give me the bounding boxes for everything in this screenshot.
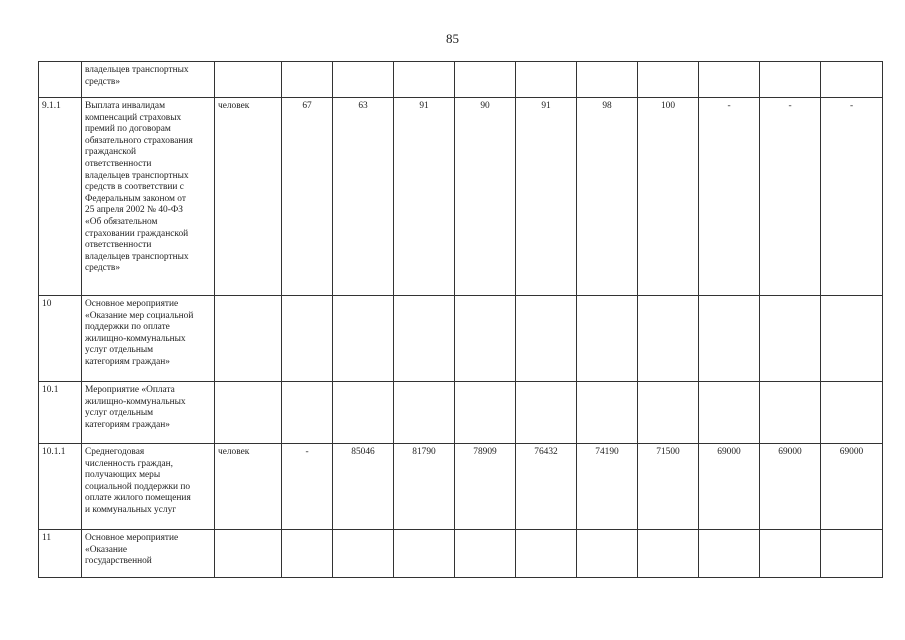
value-cell	[516, 62, 577, 98]
description-line: гражданской	[85, 147, 137, 158]
row-number-cell	[39, 62, 82, 98]
description-line: оплате жилого помещения	[85, 493, 191, 504]
row-number-cell: 10	[39, 296, 82, 382]
value-cell: 78909	[455, 444, 516, 530]
unit-cell	[215, 382, 282, 444]
value-cell	[455, 62, 516, 98]
description-line: «Оказание мер социальной	[85, 310, 194, 321]
description-line: ответственности	[85, 240, 152, 251]
value-cell: 91	[394, 98, 455, 296]
description-line: поддержки по оплате	[85, 322, 170, 333]
description-line: жилищно-коммунальных	[85, 396, 186, 407]
value-cell	[333, 530, 394, 578]
value-cell	[577, 62, 638, 98]
description-line: «Об обязательном	[85, 216, 158, 227]
description-line: Основное мероприятие	[85, 533, 179, 543]
value-cell: 100	[638, 98, 699, 296]
value-cell: 91	[516, 98, 577, 296]
value-cell: 69000	[821, 444, 883, 530]
description-line: ответственности	[85, 158, 152, 169]
row-number-cell: 11	[39, 530, 82, 578]
value-cell: -	[699, 98, 760, 296]
value-cell	[760, 382, 821, 444]
value-cell	[282, 296, 333, 382]
value-cell	[455, 530, 516, 578]
indicators-table	[38, 61, 883, 578]
description-line: владельцев транспортных	[85, 251, 189, 262]
value-cell	[455, 296, 516, 382]
value-cell: 67	[282, 98, 333, 296]
value-cell	[282, 382, 333, 444]
description-line: численность граждан,	[85, 458, 174, 469]
row-number-cell: 10.1	[39, 382, 82, 444]
value-cell	[333, 296, 394, 382]
value-cell: 81790	[394, 444, 455, 530]
row-number-cell: 9.1.1	[39, 98, 82, 296]
description-line: услуг отдельным	[85, 345, 154, 356]
unit-cell: человек	[215, 98, 282, 296]
description-line: средств»	[85, 76, 121, 87]
unit-cell	[215, 62, 282, 98]
value-cell	[282, 530, 333, 578]
value-cell	[516, 382, 577, 444]
value-cell	[394, 530, 455, 578]
value-cell: 69000	[760, 444, 821, 530]
page-number: 85	[446, 31, 459, 46]
value-cell	[333, 382, 394, 444]
description-line: средств»	[85, 263, 121, 274]
value-cell: 98	[577, 98, 638, 296]
value-cell	[638, 62, 699, 98]
value-cell	[577, 296, 638, 382]
description-line: Основное мероприятие	[85, 299, 179, 309]
description-line: получающих меры	[85, 470, 161, 481]
description-line: 25 апреля 2002 № 40-ФЗ	[85, 205, 183, 216]
description-line: владельцев транспортных	[85, 170, 189, 181]
value-cell	[394, 62, 455, 98]
table-row	[39, 296, 883, 382]
value-cell: 90	[455, 98, 516, 296]
row-number-cell: 10.1.1	[39, 444, 82, 530]
value-cell	[760, 296, 821, 382]
value-cell	[821, 530, 883, 578]
description-line: «Оказание	[85, 544, 128, 555]
value-cell: 71500	[638, 444, 699, 530]
description-cell	[82, 382, 215, 444]
value-cell	[455, 382, 516, 444]
description-line: страховании гражданской	[85, 228, 189, 239]
table-row	[39, 62, 883, 98]
value-cell	[394, 382, 455, 444]
value-cell	[577, 530, 638, 578]
value-cell	[821, 62, 883, 98]
value-cell	[699, 382, 760, 444]
table-row	[39, 382, 883, 444]
description-line: социальной поддержки по	[85, 481, 191, 492]
description-line: премий по договорам	[85, 124, 171, 135]
value-cell	[394, 296, 455, 382]
description-cell	[82, 62, 215, 98]
value-cell: 76432	[516, 444, 577, 530]
description-line: Выплата инвалидам	[85, 101, 166, 111]
unit-cell	[215, 296, 282, 382]
table-body	[39, 62, 883, 578]
description-line: Среднегодовая	[85, 447, 145, 457]
value-cell	[516, 296, 577, 382]
value-cell	[699, 296, 760, 382]
table-row	[39, 444, 883, 530]
value-cell	[516, 530, 577, 578]
value-cell: -	[821, 98, 883, 296]
value-cell: -	[760, 98, 821, 296]
description-line: государственной	[85, 556, 152, 567]
value-cell	[333, 62, 394, 98]
table-row	[39, 98, 883, 296]
value-cell	[577, 382, 638, 444]
description-line: услуг отдельным	[85, 408, 154, 419]
description-line: категориям граждан»	[85, 419, 170, 430]
description-line: жилищно-коммунальных	[85, 333, 186, 344]
value-cell: -	[282, 444, 333, 530]
description-line: и коммунальных услуг	[85, 504, 177, 515]
description-line: компенсаций страховых	[85, 112, 182, 123]
table-row	[39, 530, 883, 578]
unit-cell: человек	[215, 444, 282, 530]
value-cell	[821, 382, 883, 444]
value-cell	[699, 62, 760, 98]
value-cell	[638, 530, 699, 578]
value-cell: 69000	[699, 444, 760, 530]
description-cell	[82, 444, 215, 530]
value-cell	[638, 296, 699, 382]
value-cell	[699, 530, 760, 578]
value-cell	[760, 62, 821, 98]
value-cell	[821, 296, 883, 382]
value-cell: 63	[333, 98, 394, 296]
description-line: обязательного страхования	[85, 135, 193, 146]
value-cell: 74190	[577, 444, 638, 530]
value-cell	[282, 62, 333, 98]
description-line: владельцев транспортных	[85, 65, 189, 75]
description-line: Федеральным законом от	[85, 193, 186, 204]
unit-cell	[215, 530, 282, 578]
description-cell	[82, 296, 215, 382]
description-line: Мероприятие «Оплата	[85, 385, 175, 395]
value-cell	[760, 530, 821, 578]
value-cell	[638, 382, 699, 444]
description-cell	[82, 98, 215, 296]
description-line: средств в соответствии с	[85, 182, 184, 193]
description-cell	[82, 530, 215, 578]
description-line: категориям граждан»	[85, 356, 170, 367]
value-cell: 85046	[333, 444, 394, 530]
